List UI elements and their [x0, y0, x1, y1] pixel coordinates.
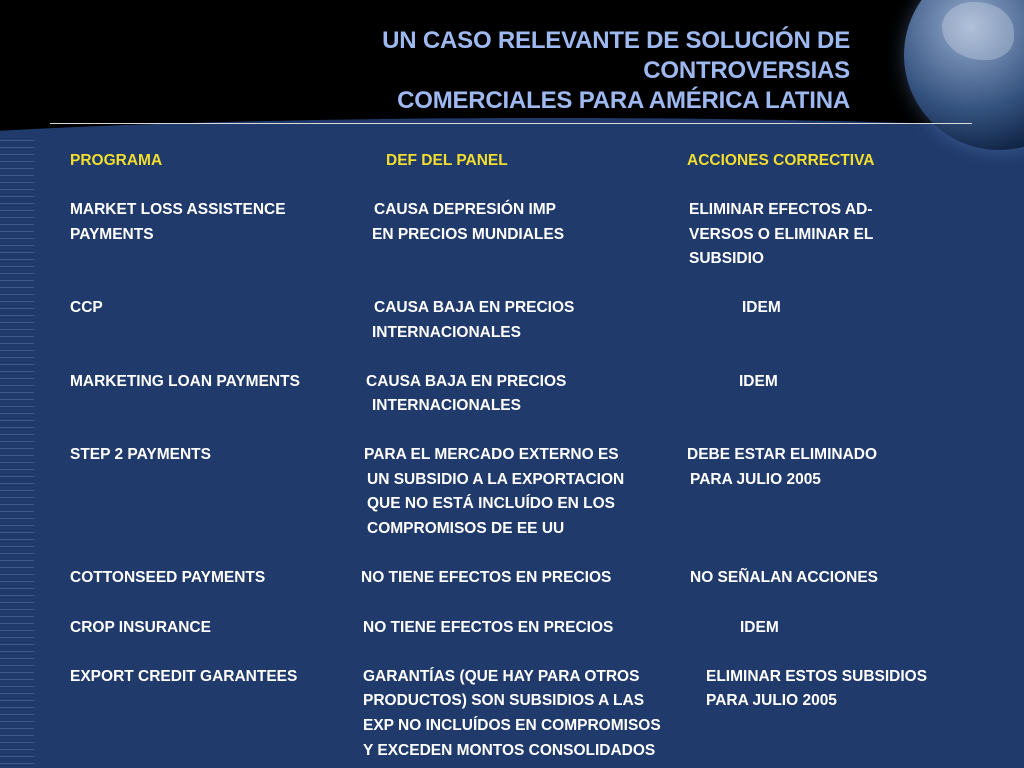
row3-program-line1: MARKETING LOAN PAYMENTS	[70, 373, 300, 390]
row5-definition-line1: NO TIENE EFECTOS EN PRECIOS	[361, 569, 612, 586]
header-curve	[0, 118, 1024, 238]
row1-definition-line2: EN PRECIOS MUNDIALES	[372, 226, 565, 243]
title-line-3: COMERCIALES PARA AMÉRICA LATINA	[397, 87, 850, 114]
row7-definition-line4: Y EXCEDEN MONTOS CONSOLIDADOS	[363, 742, 656, 759]
row5-program-line1: COTTONSEED PAYMENTS	[70, 569, 266, 586]
row1-program-line1: MARKET LOSS ASSISTENCE	[70, 201, 286, 218]
row2-program-line1: CCP	[70, 299, 103, 316]
row7-action-line1: ELIMINAR ESTOS SUBSIDIOS	[706, 668, 928, 685]
slide-title	[230, 26, 850, 116]
row4-action-line1: DEBE ESTAR ELIMINADO	[687, 446, 878, 463]
row4-definition-line3: QUE NO ESTÁ INCLUÍDO EN LOS	[367, 495, 616, 512]
row3-action-line1: IDEM	[739, 373, 778, 390]
row2-definition-line2: INTERNACIONALES	[372, 324, 521, 341]
title-line-1: UN CASO RELEVANTE DE SOLUCIÓN DE	[382, 27, 850, 54]
row3-definition-line2: INTERNACIONALES	[372, 397, 521, 414]
row2-action-line1: IDEM	[742, 299, 781, 316]
row4-definition-line4: COMPROMISOS DE EE UU	[367, 520, 565, 537]
row6-action-line1: IDEM	[740, 619, 779, 636]
row1-program-line2: PAYMENTS	[70, 226, 154, 243]
row1-action-line1: ELIMINAR EFECTOS AD-	[689, 201, 873, 218]
row4-definition-line2: UN SUBSIDIO A LA EXPORTACION	[367, 471, 625, 488]
row7-program-line1: EXPORT CREDIT GARANTEES	[70, 668, 298, 685]
row5-action-line1: NO SEÑALAN ACCIONES	[690, 569, 879, 586]
column-header-def-panel: DEF DEL PANEL	[386, 152, 508, 169]
title-divider	[50, 123, 972, 124]
left-decorative-stripes	[0, 140, 34, 768]
row2-definition-line1: CAUSA BAJA EN PRECIOS	[374, 299, 575, 316]
row4-program-line1: STEP 2 PAYMENTS	[70, 446, 211, 463]
row1-definition-line1: CAUSA DEPRESIÓN IMP	[374, 201, 557, 218]
row1-action-line3: SUBSIDIO	[689, 250, 764, 267]
row3-definition-line1: CAUSA BAJA EN PRECIOS	[366, 373, 567, 390]
row7-definition-line3: EXP NO INCLUÍDOS EN COMPROMISOS	[363, 717, 661, 734]
title-line-2: CONTROVERSIAS	[643, 57, 850, 84]
row7-definition-line2: PRODUCTOS) SON SUBSIDIOS A LAS	[363, 692, 645, 709]
row1-action-line2: VERSOS O ELIMINAR EL	[689, 226, 874, 243]
column-header-programa: PROGRAMA	[70, 152, 163, 169]
row6-program-line1: CROP INSURANCE	[70, 619, 211, 636]
row7-definition-line1: GARANTÍAS (QUE HAY PARA OTROS	[363, 668, 640, 685]
row4-definition-line1: PARA EL MERCADO EXTERNO ES	[364, 446, 619, 463]
row7-action-line2: PARA JULIO 2005	[706, 692, 837, 709]
column-header-acciones: ACCIONES CORRECTIVA	[687, 152, 875, 169]
row6-definition-line1: NO TIENE EFECTOS EN PRECIOS	[363, 619, 614, 636]
row4-action-line2: PARA JULIO 2005	[690, 471, 821, 488]
